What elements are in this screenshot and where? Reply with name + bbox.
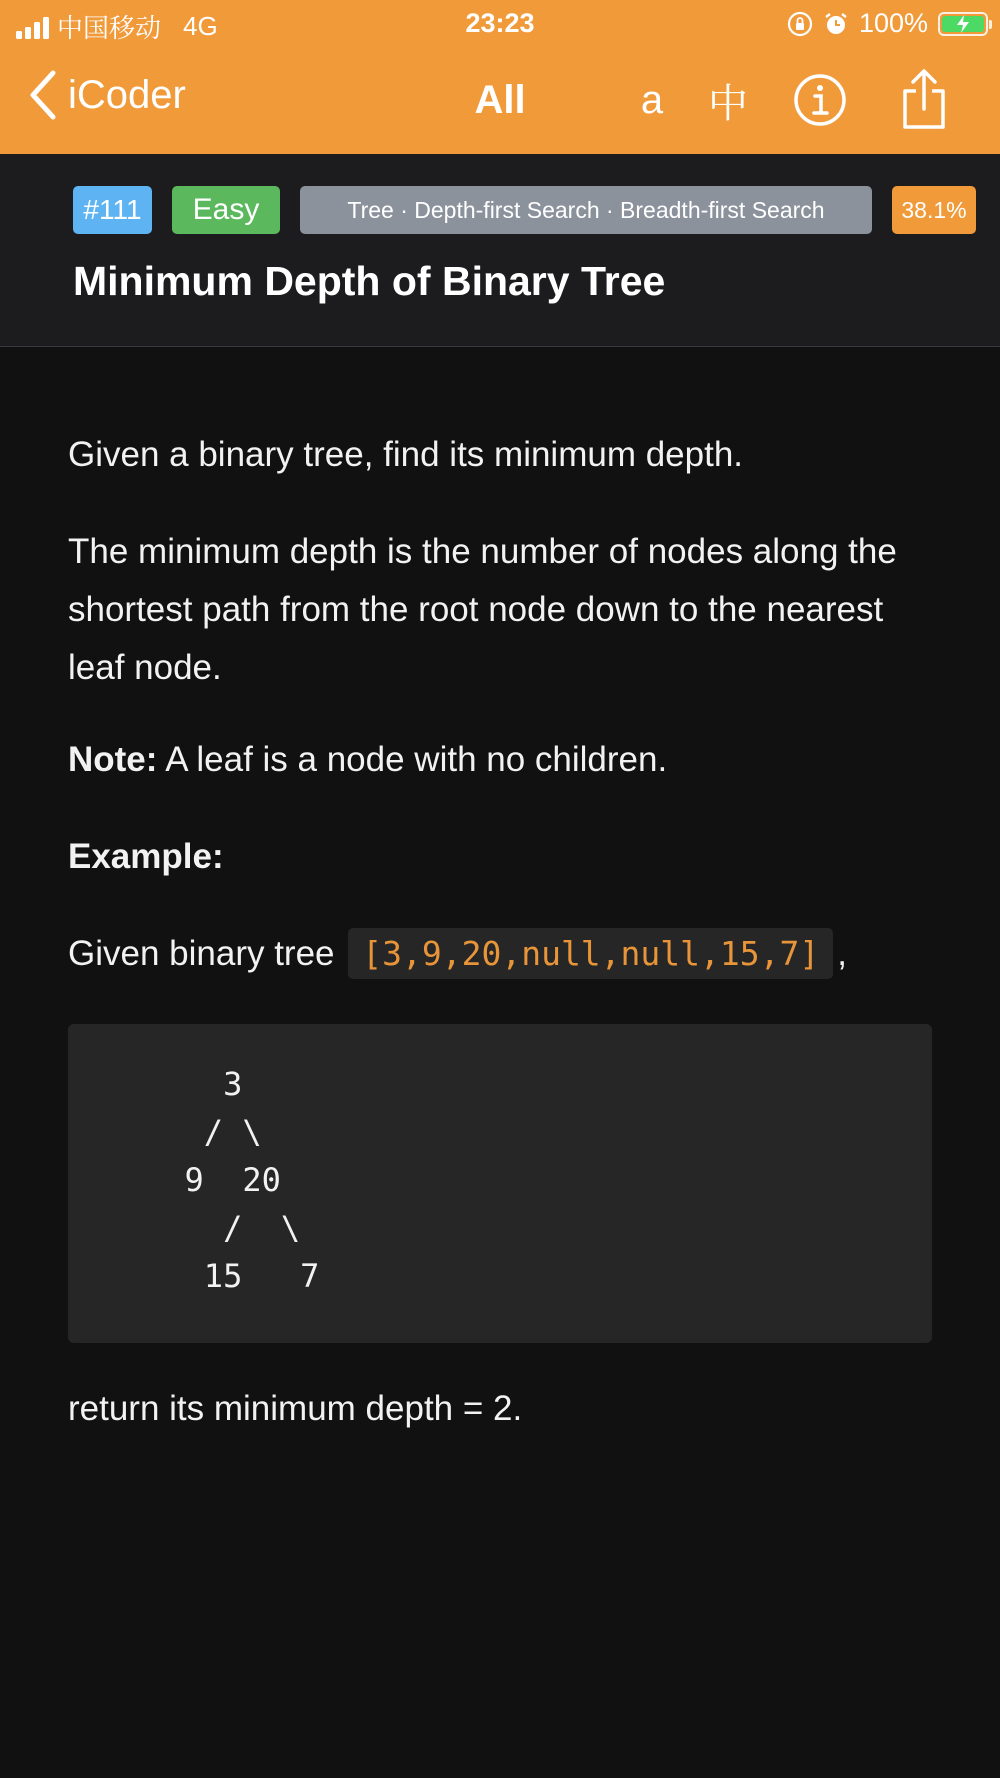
nav-title[interactable]: All bbox=[474, 78, 526, 122]
status-right bbox=[787, 8, 988, 39]
info-icon bbox=[793, 73, 847, 127]
problem-id-badge: #111 bbox=[73, 186, 152, 234]
topics-badge[interactable]: Tree · Depth-first Search · Breadth-first Search bbox=[300, 186, 872, 234]
orientation-lock-icon bbox=[787, 11, 813, 37]
note-paragraph bbox=[68, 731, 938, 789]
description-paragraph: The minimum depth is the number of nodes along the shortest path from the root node down to the nearest leaf node. bbox=[68, 532, 897, 687]
example-suffix: , bbox=[837, 934, 847, 973]
problem-header bbox=[0, 154, 1000, 347]
network-type: 4G bbox=[183, 11, 218, 41]
example-prefix: Given binary tree bbox=[68, 934, 335, 973]
battery-percentage: 100% bbox=[858, 8, 928, 38]
problem-title: Minimum Depth of Binary Tree bbox=[73, 258, 666, 304]
share-button[interactable] bbox=[896, 70, 952, 130]
status-bar bbox=[0, 0, 1000, 50]
back-button[interactable] bbox=[28, 70, 186, 120]
info-button[interactable] bbox=[790, 70, 850, 130]
status-left bbox=[16, 8, 218, 45]
battery-charging-icon bbox=[938, 12, 988, 36]
back-label: iCoder bbox=[68, 72, 186, 117]
example-input-line bbox=[68, 925, 938, 983]
note-text: A leaf is a node with no children. bbox=[157, 740, 668, 779]
status-time: 23:23 bbox=[465, 8, 535, 38]
navigation-bar bbox=[0, 50, 1000, 154]
example-heading: Example: bbox=[68, 837, 224, 876]
alarm-icon bbox=[823, 11, 849, 37]
result-paragraph: return its minimum depth = 2. bbox=[68, 1389, 523, 1428]
back-chevron-icon bbox=[28, 70, 58, 120]
description-paragraph: Given a binary tree, find its minimum depth. bbox=[68, 435, 744, 474]
inline-code: [3,9,20,null,null,15,7] bbox=[348, 928, 833, 979]
share-icon bbox=[899, 69, 949, 131]
signal-icon bbox=[16, 15, 49, 39]
tree-diagram: 3 / \ 9 20 / \ 15 7 bbox=[184, 1065, 320, 1295]
note-label: Note: bbox=[68, 740, 158, 779]
code-block bbox=[68, 1024, 932, 1343]
acceptance-rate-badge: 38.1% bbox=[892, 186, 976, 234]
carrier-name: 中国移动 bbox=[57, 13, 162, 43]
difficulty-badge: Easy bbox=[172, 186, 280, 234]
font-chinese-button[interactable]: 中 bbox=[708, 81, 748, 126]
font-english-button[interactable]: a bbox=[640, 77, 664, 122]
